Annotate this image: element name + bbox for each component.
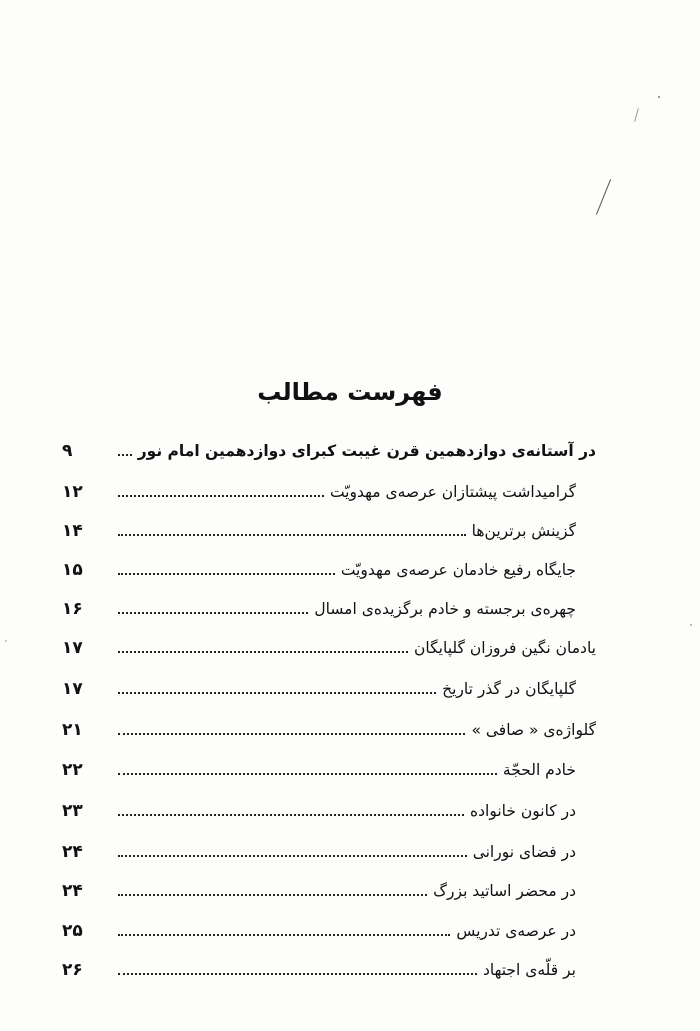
dot-leader: [118, 732, 465, 735]
toc-entry-label: جایگاه رفیع خادمان عرصه‌ی مهدویّت: [340, 561, 576, 579]
toc-entry[interactable]: [118, 511, 576, 541]
toc-entry-label: گلواژه‌ی « صافی »: [471, 721, 596, 739]
toc-entry[interactable]: [118, 710, 596, 740]
toc-entry[interactable]: [118, 431, 596, 461]
toc-entry-label: در فضای نورانی: [472, 843, 576, 861]
toc-entry-label: بر قلّه‌ی اجتهاد: [482, 961, 576, 979]
toc-entry-label: در آستانه‌ی دوازدهمین قرن غیبت کبرای دوازدهمین امام نور: [137, 442, 596, 460]
toc-page-number: ۹: [62, 441, 73, 461]
toc-entry[interactable]: [118, 791, 576, 821]
dot-leader: [118, 650, 408, 653]
toc-page-number: ۱۶: [62, 599, 83, 619]
toc-page-number: ۲۳: [62, 801, 83, 821]
toc-page-number: ۲۴: [62, 842, 83, 862]
dot-leader: [118, 972, 477, 975]
toc-entry[interactable]: [118, 950, 576, 980]
toc-entry[interactable]: [118, 750, 576, 780]
dot-leader: [118, 813, 464, 816]
dot-leader: [118, 611, 308, 614]
toc-entry[interactable]: [118, 871, 576, 901]
dot-leader: [118, 893, 427, 896]
toc-page-number: ۲۶: [62, 960, 83, 980]
toc-page-number: ۱۴: [62, 521, 83, 541]
toc-page-number: ۲۴: [62, 881, 83, 901]
toc-page-number: ۱۵: [62, 560, 83, 580]
toc-entry-label: در کانون خانواده: [469, 802, 576, 820]
toc-entry-label: گزینش برترین‌ها: [471, 522, 576, 540]
toc-entry-label: یادمان نگین فروزان گلپایگان: [414, 639, 596, 657]
dot-leader: [118, 453, 132, 456]
toc-entry[interactable]: [118, 911, 576, 941]
dot-leader: [118, 494, 324, 497]
toc-page-number: ۲۵: [62, 921, 83, 941]
dot-leader: [118, 854, 467, 857]
toc-entry[interactable]: [118, 589, 576, 619]
toc-page-number: ۱۷: [62, 679, 83, 699]
dot-leader: [118, 933, 450, 936]
dot-leader: [118, 772, 497, 775]
toc-entry[interactable]: [118, 832, 576, 862]
toc-entry-label: خادم الحجّة: [502, 761, 576, 779]
toc-page-number: ۲۱: [62, 720, 83, 740]
page-title: فهرست مطالب: [257, 378, 443, 406]
toc-entry-label: در محضر اساتید بزرگ: [433, 882, 576, 900]
toc-entry[interactable]: [118, 550, 576, 580]
dot-leader: [118, 533, 466, 536]
toc-entry-label: در عرصه‌ی تدریس: [456, 922, 576, 940]
toc-entry[interactable]: [118, 472, 576, 502]
toc-entry[interactable]: [118, 669, 576, 699]
toc-page-number: ۲۲: [62, 760, 83, 780]
dot-leader: [118, 691, 436, 694]
toc-entry-label: چهره‌ی برجسته و خادم برگزیده‌ی امسال: [314, 600, 576, 618]
toc-entry-label: گلپایگان در گذر تاریخ: [442, 680, 576, 698]
toc-entry[interactable]: [118, 628, 596, 658]
dot-leader: [118, 572, 335, 575]
toc-entry-label: گرامیداشت پیشتازان عرصه‌ی مهدویّت: [329, 483, 576, 501]
toc-page-number: ۱۲: [62, 482, 83, 502]
toc-page-number: ۱۷: [62, 638, 83, 658]
